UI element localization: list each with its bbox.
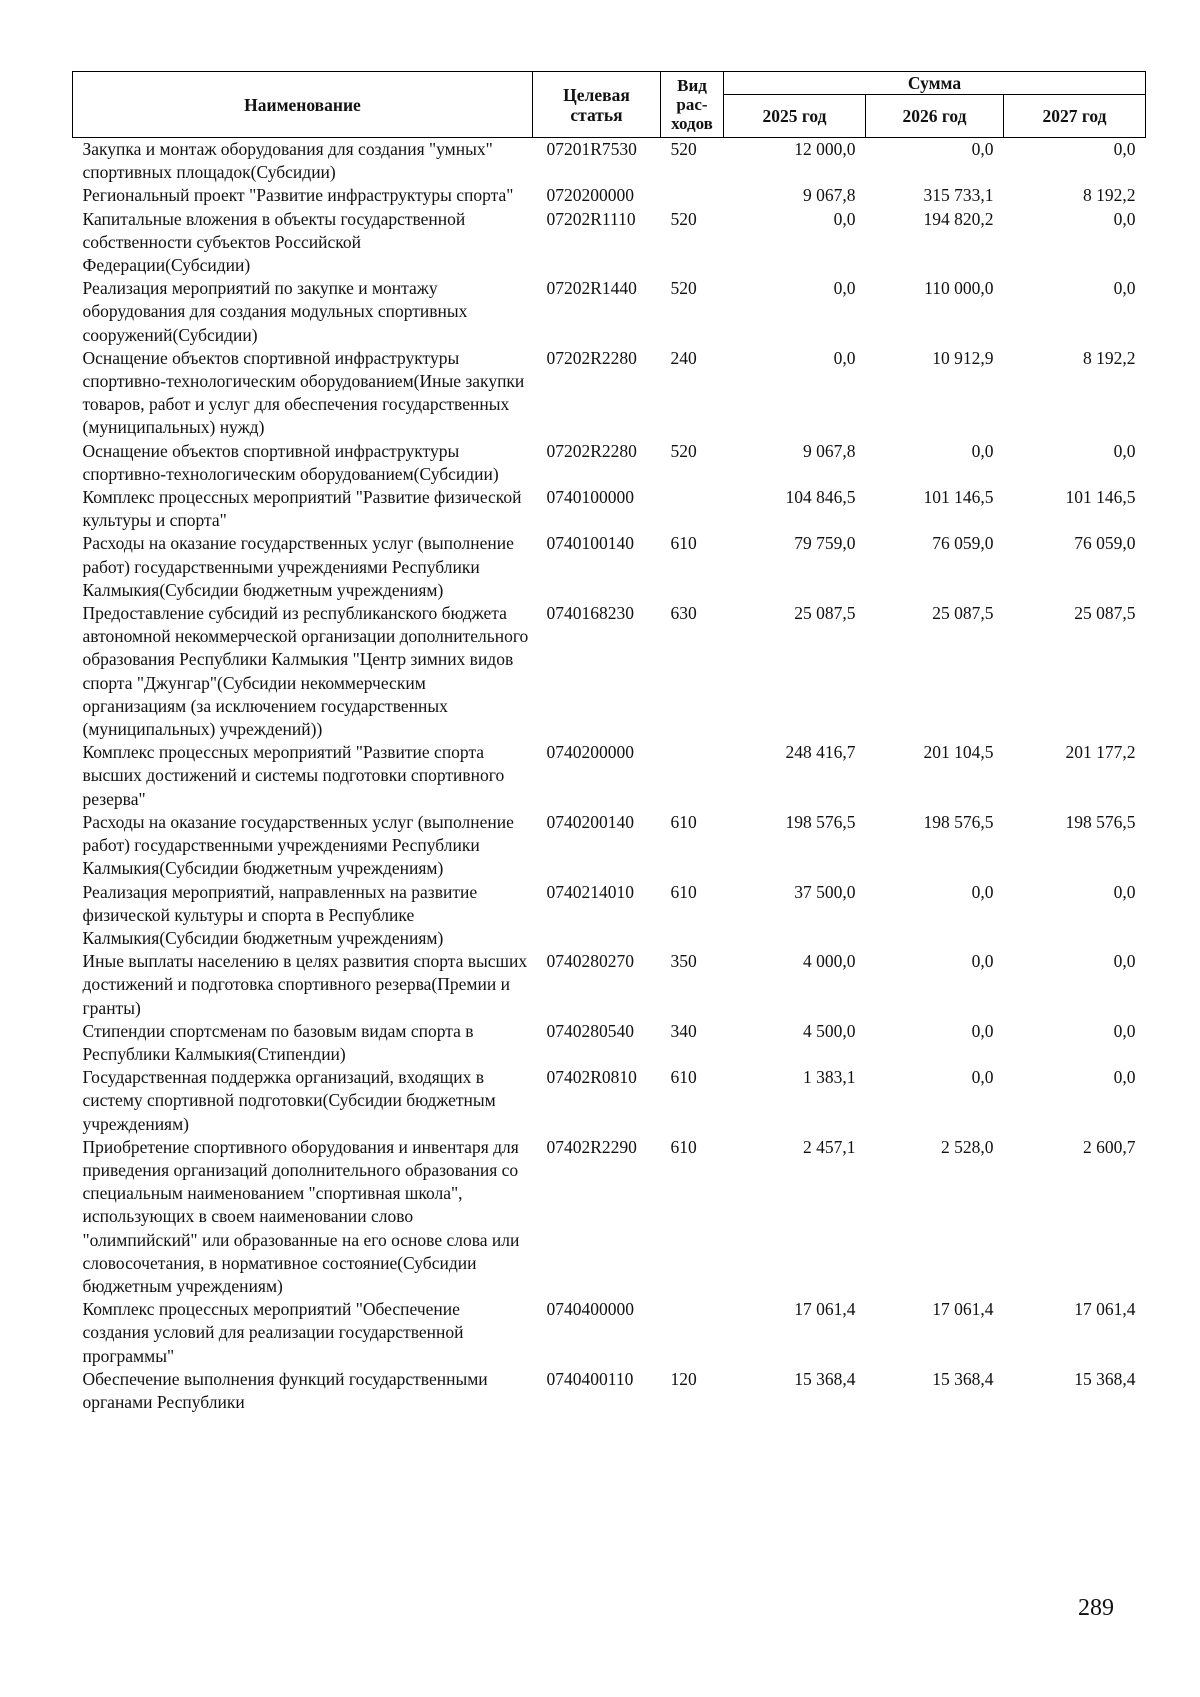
row-name: Государственная поддержка организаций, входящих в систему спортивной подготовки(Субсидии бюджетным учреждениям) <box>82 1067 496 1134</box>
row-vid: 350 <box>670 951 697 972</box>
row-vid <box>661 1298 724 1368</box>
table-row <box>73 1020 1146 1066</box>
row-vid: 240 <box>670 347 697 368</box>
row-sum-2025: 17 061,4 <box>794 1299 856 1320</box>
row-sum-2025: 15 368,4 <box>794 1368 856 1389</box>
table-row <box>73 1368 1146 1414</box>
row-vid: 610 <box>670 533 697 554</box>
row-sum-2027: 0,0 <box>1113 139 1136 159</box>
row-sum-2027: 201 177,2 <box>1065 742 1136 763</box>
table-row <box>73 602 1146 741</box>
row-sum-2025: 4 000,0 <box>803 951 856 972</box>
row-sum-2026: 0,0 <box>971 881 994 902</box>
table-row <box>73 1136 1146 1298</box>
row-code: 0740100000 <box>546 487 634 508</box>
header-year-2026: 2026 год <box>866 95 1004 138</box>
row-name: Приобретение спортивного оборудования и инвентаря для приведения организаций дополнительного образования со специальным наименованием "спортивная школа", использующих в своем наименовании слово "олимпийский" или образованные на его основе слова или словосочетания, в нормативное состояние(Субсидии бюджетным учреждениям) <box>82 1136 520 1296</box>
row-name: Капитальные вложения в объекты государственной собственности субъектов Российской Федерации(Субсидии) <box>82 208 466 276</box>
row-sum-2025: 198 576,5 <box>785 811 856 832</box>
row-sum-2027: 17 061,4 <box>1074 1299 1136 1320</box>
row-name: Закупка и монтаж оборудования для создания "умных" спортивных площадок(Субсидии) <box>82 139 493 183</box>
row-vid: 520 <box>670 278 697 299</box>
row-sum-2025: 4 500,0 <box>803 1020 856 1041</box>
row-sum-2025: 104 846,5 <box>785 487 856 508</box>
row-code: 0720200000 <box>546 185 634 206</box>
row-code: 0740280540 <box>546 1020 634 1041</box>
row-sum-2027: 0,0 <box>1113 208 1136 229</box>
row-vid <box>661 486 724 532</box>
document-page <box>72 71 1145 1414</box>
row-sum-2026: 198 576,5 <box>923 811 994 832</box>
row-sum-2026: 0,0 <box>971 1020 994 1041</box>
row-vid: 610 <box>670 811 697 832</box>
row-sum-2026: 201 104,5 <box>923 742 994 763</box>
row-sum-2025: 248 416,7 <box>785 742 856 763</box>
table-row <box>73 347 1146 440</box>
row-sum-2025: 0,0 <box>833 278 856 299</box>
row-vid: 610 <box>670 1067 697 1088</box>
row-sum-2027: 25 087,5 <box>1074 603 1136 624</box>
table-row <box>73 881 1146 951</box>
row-sum-2027: 76 059,0 <box>1074 533 1136 554</box>
header-sum: Сумма <box>724 72 1146 95</box>
row-sum-2026: 25 087,5 <box>932 603 994 624</box>
table-row <box>73 184 1146 207</box>
row-vid <box>661 184 724 207</box>
row-name: Иные выплаты населению в целях развития спорта высших достижений и подготовка спортивного резерва(Премии и гранты) <box>82 951 528 1018</box>
row-name: Расходы на оказание государственных услуг (выполнение работ) государственными учреждениями Республики Калмыкия(Субсидии бюджетным учреждениям) <box>82 811 514 879</box>
table-row <box>73 811 1146 881</box>
row-code: 0740400000 <box>546 1299 634 1320</box>
row-sum-2027: 8 192,2 <box>1083 185 1136 206</box>
row-sum-2026: 0,0 <box>971 440 994 461</box>
row-name: Оснащение объектов спортивной инфраструктуры спортивно-технологическим оборудованием(Иные закупки товаров, работ и услуг для обеспечения государственных (муниципальных) нужд) <box>82 347 525 438</box>
table-row <box>73 1066 1146 1136</box>
row-sum-2027: 0,0 <box>1113 881 1136 902</box>
row-sum-2027: 101 146,5 <box>1065 487 1136 508</box>
row-sum-2025: 9 067,8 <box>803 185 856 206</box>
table-row <box>73 532 1146 602</box>
row-code: 07202R2280 <box>546 347 637 368</box>
row-name: Региональный проект "Развитие инфраструктуры спорта" <box>82 185 514 206</box>
table-row <box>73 208 1146 278</box>
row-code: 0740200140 <box>546 811 634 832</box>
row-sum-2027: 15 368,4 <box>1074 1368 1136 1389</box>
row-sum-2025: 2 457,1 <box>803 1136 856 1157</box>
row-vid: 520 <box>670 139 697 159</box>
row-name: Оснащение объектов спортивной инфраструктуры спортивно-технологическим оборудованием(Субсидии) <box>82 440 499 484</box>
row-sum-2027: 2 600,7 <box>1083 1136 1136 1157</box>
table-row <box>73 1298 1146 1368</box>
row-code: 0740200000 <box>546 742 634 763</box>
row-name: Комплекс процессных мероприятий "Обеспечение создания условий для реализации государственной программы" <box>82 1299 464 1366</box>
row-sum-2026: 194 820,2 <box>923 208 994 229</box>
page-number: 289 <box>1078 1595 1114 1621</box>
row-sum-2027: 0,0 <box>1113 1020 1136 1041</box>
row-sum-2026: 0,0 <box>971 139 994 159</box>
row-vid: 520 <box>670 440 697 461</box>
row-name: Стипендии спортсменам по базовым видам спорта в Республики Калмыкия(Стипендии) <box>82 1020 474 1064</box>
table-row <box>73 277 1146 347</box>
row-code: 0740400110 <box>546 1368 634 1389</box>
row-vid: 520 <box>670 208 697 229</box>
budget-table <box>72 71 1146 1414</box>
row-sum-2026: 17 061,4 <box>932 1299 994 1320</box>
header-target: Целевая статья <box>533 72 661 138</box>
row-sum-2025: 0,0 <box>833 208 856 229</box>
row-name: Реализация мероприятий по закупке и монтажу оборудования для создания модульных спортивных сооружений(Субсидии) <box>82 278 468 345</box>
row-code: 0740214010 <box>546 881 634 902</box>
row-sum-2025: 1 383,1 <box>803 1067 856 1088</box>
row-vid: 120 <box>670 1368 697 1389</box>
header-name: Наименование <box>73 72 533 138</box>
row-sum-2027: 8 192,2 <box>1083 347 1136 368</box>
row-name: Реализация мероприятий, направленных на развитие физической культуры и спорта в Республике Калмыкия(Субсидии бюджетным учреждениям) <box>82 881 478 948</box>
header-vid: Вид рас-ходов <box>661 72 724 138</box>
row-sum-2025: 9 067,8 <box>803 440 856 461</box>
row-sum-2026: 76 059,0 <box>932 533 994 554</box>
table-header <box>73 72 1146 138</box>
row-code: 07201R7530 <box>546 139 637 159</box>
table-row <box>73 741 1146 811</box>
table-row <box>73 138 1146 185</box>
row-vid: 340 <box>670 1020 697 1041</box>
row-sum-2025: 37 500,0 <box>794 881 856 902</box>
row-name: Расходы на оказание государственных услуг (выполнение работ) государственными учреждениями Республики Калмыкия(Субсидии бюджетным учреждениям) <box>82 533 514 600</box>
table-row <box>73 950 1146 1020</box>
row-name: Комплекс процессных мероприятий "Развитие спорта высших достижений и системы подготовки спортивного резерва" <box>82 742 505 809</box>
row-sum-2026: 101 146,5 <box>923 487 994 508</box>
row-code: 0740168230 <box>546 603 634 624</box>
row-sum-2026: 0,0 <box>971 1067 994 1088</box>
row-sum-2025: 0,0 <box>833 347 856 368</box>
row-sum-2027: 0,0 <box>1113 440 1136 461</box>
row-sum-2026: 10 912,9 <box>932 347 994 368</box>
row-vid: 610 <box>670 881 697 902</box>
header-year-2025: 2025 год <box>724 95 866 138</box>
row-sum-2027: 0,0 <box>1113 951 1136 972</box>
row-sum-2027: 198 576,5 <box>1065 811 1136 832</box>
row-sum-2025: 25 087,5 <box>794 603 856 624</box>
table-row <box>73 440 1146 486</box>
row-name: Предоставление субсидий из республиканского бюджета автономной некоммерческой организации дополнительного образования Республики Калмыкия "Центр зимних видов спорта "Джунгар"(Субсидии некоммерческим организациям (за исключением государственных (муниципальных) учреждений)) <box>82 603 529 740</box>
row-sum-2026: 0,0 <box>971 951 994 972</box>
row-sum-2026: 15 368,4 <box>932 1368 994 1389</box>
table-row <box>73 486 1146 532</box>
row-vid: 610 <box>670 1136 697 1157</box>
row-sum-2026: 315 733,1 <box>923 185 994 206</box>
row-sum-2026: 110 000,0 <box>924 278 994 299</box>
row-sum-2025: 79 759,0 <box>794 533 856 554</box>
row-code: 07402R2290 <box>546 1136 637 1157</box>
row-name: Обеспечение выполнения функций государственными органами Республики <box>82 1368 488 1412</box>
row-sum-2025: 12 000,0 <box>794 139 856 159</box>
row-sum-2027: 0,0 <box>1113 278 1136 299</box>
row-code: 07202R2280 <box>546 440 637 461</box>
row-vid: 630 <box>670 603 697 624</box>
row-sum-2026: 2 528,0 <box>941 1136 994 1157</box>
header-year-2027: 2027 год <box>1004 95 1146 138</box>
row-vid <box>661 741 724 811</box>
row-sum-2027: 0,0 <box>1113 1067 1136 1088</box>
row-code: 07402R0810 <box>546 1067 637 1088</box>
table-body <box>73 138 1146 1415</box>
row-code: 07202R1110 <box>546 208 636 229</box>
row-code: 0740100140 <box>546 533 634 554</box>
row-code: 07202R1440 <box>546 278 637 299</box>
row-name: Комплекс процессных мероприятий "Развитие физической культуры и спорта" <box>82 487 522 531</box>
row-code: 0740280270 <box>546 951 634 972</box>
